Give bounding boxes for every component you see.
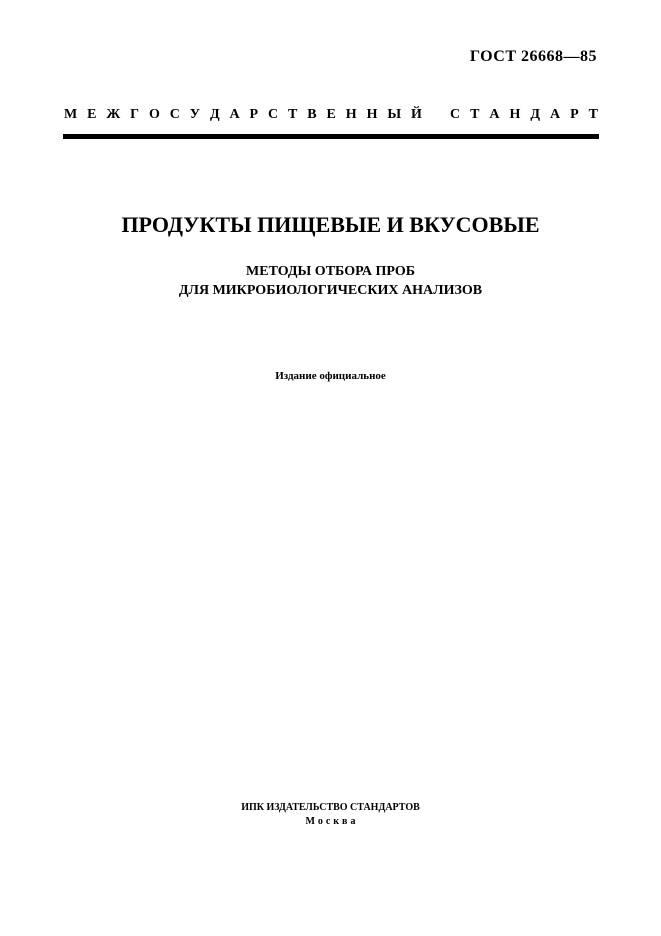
heading-letter: Г [130, 107, 140, 122]
heading-letter: А [489, 107, 500, 122]
heading-letter: Н [345, 107, 357, 122]
publisher-name: ИПК ИЗДАТЕЛЬСТВО СТАНДАРТОВ [241, 802, 420, 813]
standard-type-heading [64, 107, 598, 123]
heading-letter: Д [209, 107, 220, 122]
heading-letter: Р [249, 107, 259, 122]
edition-label: Издание официальное [275, 370, 386, 382]
heading-letter: Е [326, 107, 336, 122]
standard-type-word-1 [64, 107, 422, 123]
heading-letter: Н [366, 107, 378, 122]
heading-letter: Д [530, 107, 540, 122]
heading-letter: С [169, 107, 180, 122]
heading-letter: М [64, 107, 78, 122]
heading-letter: Й [411, 107, 422, 122]
heading-letter: О [148, 107, 160, 122]
publisher-city: Москва [305, 816, 359, 827]
heading-letter: Т [588, 107, 598, 122]
heading-letter: Ж [106, 107, 121, 122]
document-subtitle [0, 262, 661, 300]
publisher-block [0, 801, 661, 829]
heading-letter: В [307, 107, 317, 122]
subtitle-line-1: МЕТОДЫ ОТБОРА ПРОБ [246, 264, 415, 279]
document-title: ПРОДУКТЫ ПИЩЕВЫЕ И ВКУСОВЫЕ [121, 212, 540, 237]
document-number: ГОСТ 26668—85 [469, 48, 597, 65]
heading-letter: С [268, 107, 279, 122]
subtitle-line-2: ДЛЯ МИКРОБИОЛОГИЧЕСКИХ АНАЛИЗОВ [178, 283, 483, 298]
heading-letter: Е [87, 107, 97, 122]
heading-letter: Н [509, 107, 521, 122]
heading-letter: А [549, 107, 561, 122]
heading-letter: Т [470, 107, 480, 122]
heading-letter: Ы [387, 107, 402, 122]
heading-letter: С [450, 107, 461, 122]
heading-letter: А [229, 107, 240, 122]
heading-letter: Р [570, 107, 579, 122]
header-divider [63, 134, 599, 139]
heading-letter: Т [288, 107, 298, 122]
heading-letter: У [189, 107, 201, 122]
standard-type-word-2 [450, 107, 598, 123]
